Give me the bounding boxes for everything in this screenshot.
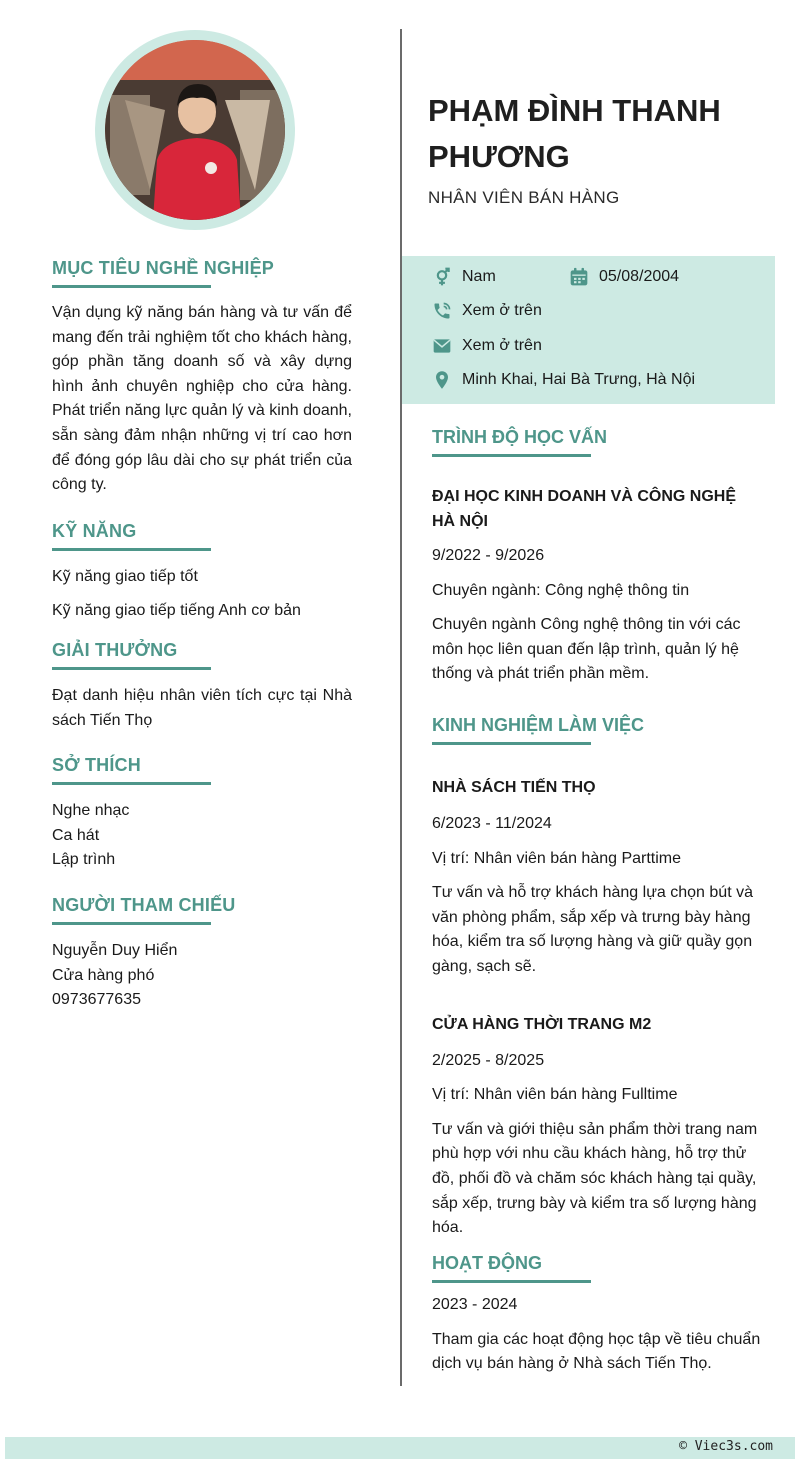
school-name: ĐẠI HỌC KINH DOANH VÀ CÔNG NGHỆ HÀ NỘI	[432, 488, 737, 530]
job-title: NHÂN VIÊN BÁN HÀNG	[428, 188, 620, 207]
gender-value: Nam	[462, 268, 496, 285]
gender-icon	[432, 267, 452, 287]
profile-photo	[105, 40, 285, 220]
mail-icon	[432, 336, 452, 356]
contact-birthdate	[569, 267, 679, 287]
contact-address	[432, 370, 695, 390]
section-title: NGƯỜI THAM CHIẾU	[52, 894, 236, 915]
objective-section	[52, 258, 352, 498]
contact-email	[432, 336, 542, 356]
contact-box	[402, 256, 775, 404]
section-underline	[432, 742, 591, 745]
location-pin-icon	[432, 370, 452, 390]
section-underline	[432, 454, 591, 457]
section-underline	[52, 667, 211, 670]
award-text: Đạt danh hiệu nhân viên tích cực tại Nhà sách Tiến Thọ	[52, 686, 352, 729]
objective-text: Vận dụng kỹ năng bán hàng và tư vấn để mang đến trải nghiệm tốt cho khách hàng, góp phần tăng doanh số và xây dựng hình ảnh chuyên nghiệp cho cửa hàng. Phát triển năng lực quản lý và kinh doanh, sẵn sàng đảm nhận những vị trí cao hơn để đóng góp lâu dài cho sự phát triển của công ty.	[52, 304, 352, 494]
contact-phone	[432, 301, 542, 321]
section-underline	[52, 548, 211, 551]
hobby-item: Nghe nhạc	[52, 802, 130, 820]
section-title: KỸ NĂNG	[52, 520, 137, 541]
experience-section	[432, 715, 762, 1241]
email-value: Xem ở trên	[462, 337, 542, 354]
column-divider	[400, 29, 402, 1386]
company-name: NHÀ SÁCH TIẾN THỌ	[432, 779, 596, 796]
contact-gender	[432, 267, 496, 287]
education-period: 9/2022 - 9/2026	[432, 547, 545, 564]
job-entry	[432, 1012, 762, 1241]
reference-name: Nguyễn Duy Hiển	[52, 941, 178, 959]
avatar	[95, 30, 295, 230]
calendar-icon	[569, 267, 589, 287]
skill-item: Kỹ năng giao tiếp tiếng Anh cơ bản	[52, 602, 301, 620]
section-title: SỞ THÍCH	[52, 755, 141, 776]
hobbies-section	[52, 755, 352, 873]
section-underline	[52, 285, 211, 288]
job-description: Tư vấn và giới thiệu sản phẩm thời trang nam phù hợp với nhu cầu khách hàng, hỗ trợ thử đồ, phối đồ và chăm sóc khách hàng tại quầy, sắp xếp, trưng bày và kiểm tra số lượng hàng hóa.	[432, 1120, 758, 1237]
education-major: Chuyên ngành: Công nghệ thông tin	[432, 581, 690, 599]
job-description: Tư vấn và hỗ trợ khách hàng lựa chọn bút và văn phòng phẩm, sắp xếp và trưng bày hàng hóa, kiểm tra số lượng hàng và giữ quầy gọn gàng, sạch sẽ.	[432, 884, 753, 975]
job-period: 6/2023 - 11/2024	[432, 815, 552, 832]
activity-period: 2023 - 2024	[432, 1296, 518, 1313]
phone-icon	[432, 301, 452, 321]
section-underline	[432, 1280, 591, 1283]
birthdate-value: 05/08/2004	[599, 268, 680, 285]
hobby-item: Ca hát	[52, 826, 100, 844]
activity-description: Tham gia các hoạt động học tập về tiêu chuẩn dịch vụ bán hàng ở Nhà sách Tiến Thọ.	[432, 1330, 761, 1373]
education-description: Chuyên ngành Công nghệ thông tin với các môn học liên quan đến lập trình, quản lý hệ thống và phát triển phần mềm.	[432, 616, 741, 683]
skill-item: Kỹ năng giao tiếp tốt	[52, 567, 198, 585]
section-underline	[52, 922, 211, 925]
job-period: 2/2025 - 8/2025	[432, 1051, 545, 1069]
activities-section	[432, 1253, 762, 1377]
skills-section	[52, 521, 352, 624]
references-section	[52, 895, 352, 1013]
reference-phone: 0973677635	[52, 991, 141, 1009]
section-title: GIẢI THƯỞNG	[52, 639, 178, 660]
address-value: Minh Khai, Hai Bà Trưng, Hà Nội	[462, 371, 696, 388]
full-name: PHẠM ĐÌNH THANH PHƯƠNG	[428, 93, 721, 174]
job-position: Vị trí: Nhân viên bán hàng Fulltime	[432, 1086, 678, 1104]
section-title: MỤC TIÊU NGHỀ NGHIỆP	[52, 258, 275, 278]
section-title: HOẠT ĐỘNG	[432, 1253, 542, 1273]
footer-bar	[5, 1437, 795, 1459]
watermark: © Viec3s.com	[679, 1439, 773, 1454]
job-position: Vị trí: Nhân viên bán hàng Parttime	[432, 849, 682, 867]
awards-section	[52, 640, 352, 733]
section-title: KINH NGHIỆM LÀM VIỆC	[432, 715, 645, 735]
company-name: CỬA HÀNG THỜI TRANG M2	[432, 1015, 652, 1033]
section-underline	[52, 782, 211, 785]
hobby-item: Lập trình	[52, 851, 116, 869]
job-entry	[432, 775, 762, 980]
section-title: TRÌNH ĐỘ HỌC VẤN	[432, 427, 607, 447]
phone-value: Xem ở trên	[462, 302, 542, 319]
left-column	[52, 258, 352, 1013]
reference-title: Cửa hàng phó	[52, 966, 155, 984]
education-section	[432, 427, 762, 687]
